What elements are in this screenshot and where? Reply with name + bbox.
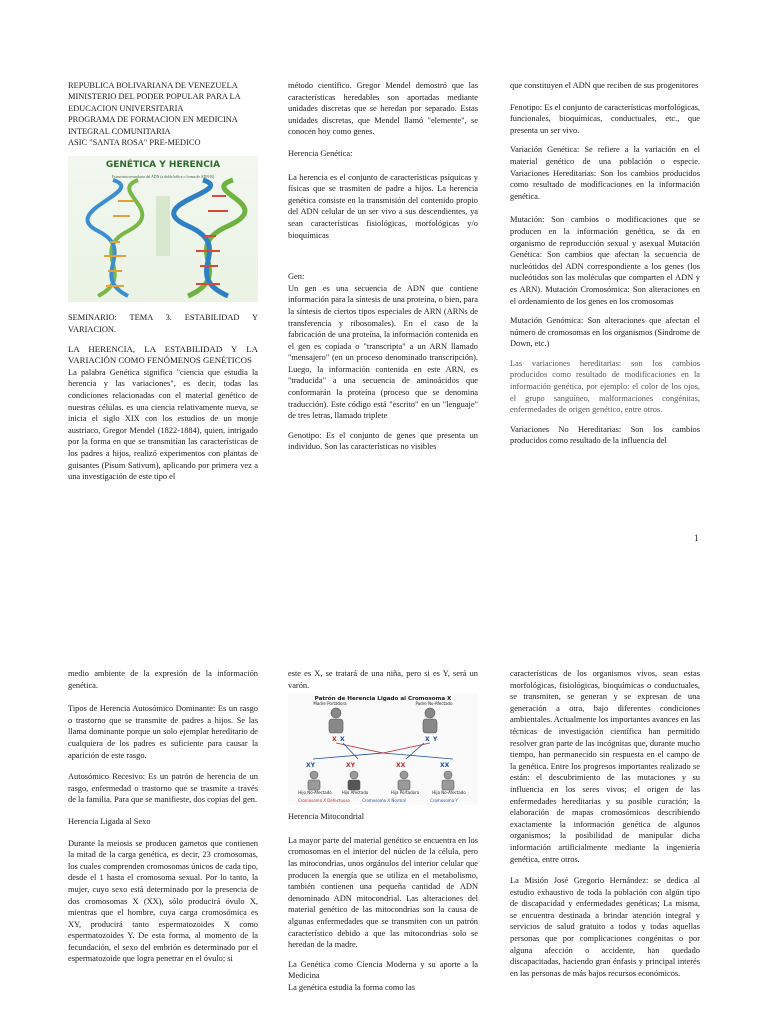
seminar-title: SEMINARIO: TEMA 3. ESTABILIDAD Y VARIACION. <box>68 313 258 335</box>
paragraph: La palabra Genética significa "ciencia que estudia la herencia y las variaciones", es decir, todas las condiciones relacionadas con el material genético de nuestras células. es una ciencia relativamente nueva, se inicia el siglo XIX con los estudios de un monje austriaco, Gregor Mendel (1822-1884), quien, intrigado por la forma en que se transmitían las características de los padres a hijos, realizó experimentos con plantas de guisantes (Pisum Sativum), aplicando por primera vez a una investigación de este tipo el <box>68 367 258 482</box>
page1-column-3 <box>510 80 700 455</box>
svg-text:X: X <box>425 736 430 744</box>
section-heading: Herencia Mitocondrial <box>288 812 365 822</box>
legend-normal-x: Cromosoma X Normal <box>362 798 406 804</box>
paragraph: Variaciones No Hereditarias: Son los cambios producidos como resultado de la influencia del <box>510 424 700 446</box>
svg-text:X: X <box>340 736 345 744</box>
svg-text:XY: XY <box>346 762 355 770</box>
label-father: Padre No-Afectado <box>415 701 453 707</box>
section-heading: Herencia Genética: <box>288 148 353 158</box>
section-heading: Herencia Ligada al Sexo <box>68 816 151 826</box>
paragraph: Tipos de Herencia Autosómico Dominante: Es un rasgo o trastorno que se transmite de padres a hijos. Se las llama dominante porque un solo ejemplar hereditario de cualquiera de los padres es suficiente para causar la aparición de este rasgo. <box>68 704 258 760</box>
header-line: REPUBLICA BOLIVARIANA DE VENEZUELA <box>68 81 238 90</box>
paragraph: Durante la meiosis se producen gametos que contienen la mitad de la carga genética, es decir, 23 cromosomas, los cuales comprenden cromosomas únicos de cada tipo, desde el 1 hasta el cromosoma sexual. Por lo tanto, la mujer, cuyo sexo está determinado por la presencia de dos cromosomas X (XX), sólo producirá óvulo X, mientras que el hombre, cuya carga cromosómica es XY, producirá tanto espermatozoides X como espermatozoides Y. De esta forma, al momento de la fecundación, el sexo del embrión es determinado por el espermatozoide que logra penetrar en el óvulo; si <box>68 838 258 964</box>
x-linked-inheritance-diagram <box>288 693 478 805</box>
paragraph: medio ambiente de la expresión de la información genética. <box>68 669 258 690</box>
institution-header <box>68 80 258 148</box>
paragraph: Mutación: Son cambios o modificaciones que se producen en la información genética, se da en organismo de reproducción sexual y asexual Mutación Genética: Son cambios que afectan la secuencia de nucleótidos del ADN correspondiente a los genes (los nucleótidos son las moléculas que comparten el ADN y es ARN). Mutación Cromosómica: Son alteraciones en el ordenamiento de los genes en los cromosomas <box>510 215 700 306</box>
svg-text:X: X <box>332 736 337 744</box>
legend-y: Cromosoma Y <box>430 798 458 804</box>
header-line: MINISTERIO DEL PODER POPULAR PARA LA <box>68 92 241 102</box>
paragraph: características de los organismos vivos, sean estas morfológicas, fisiológicas, bioquímicas o conductuales, se transmiten, se generan y se expresan de una generación a otra, bajo diferentes condiciones ambientales. Actualmente los importantes avances en las técnicas de investigación científica han permitido resolver gran parte de las incógnitas que, durante mucho tiempo, han permanecido sin respuesta en el campo de la genética. Entre los progresos importantes realizado se están: el descubrimiento de las mutaciones y su influencia en los seres vivos; el origen de las enfermedades hereditarias y su posible curación; la elaboración de mapas cromosómicos describiendo exactamente la información genética de algunos organismos; la posibilidad de manipular dicha información artificialmente mediante la ingeniería genética, entre otros. <box>510 669 701 864</box>
paragraph: La genética estudia la forma como las <box>288 982 415 992</box>
page1-column-1 <box>68 80 258 491</box>
page1-column-2 <box>288 80 478 461</box>
figure-subtitle: Estructura secundaria del ADN (a doble hélice o forma de ADN-B) <box>111 175 215 180</box>
page2-column-3 <box>510 668 700 987</box>
label-mother: Madre Portadora <box>313 701 347 707</box>
paragraph: Autosómico Recesivo: Es un patrón de herencia de un rasgo, enfermedad o trastorno que se trasmite a través de la familia. Para que se manifieste, dos copias del gen. <box>68 772 258 805</box>
section-heading: Gen: <box>288 272 305 282</box>
svg-text:XY: XY <box>306 762 315 770</box>
figure-title: GENÉTICA Y HERENCIA <box>105 160 221 171</box>
pedigree-graphic <box>288 693 478 805</box>
diagram-title: Patrón de Herencia Ligado al Cromosoma X <box>314 696 452 703</box>
paragraph: Un gen es una secuencia de ADN que contiene información para la síntesis de una proteína, o bien, para la síntesis de ciertos tipos especiales de ARN (ARNs de transferencia y ribosomales). En el caso de la fabricación de una proteína, la información contenida en el gen es copiada o "transcripta" a un ARN llamado "mensajero" (en un proceso denominado transcripción). Luego, la información contenida en este ARN, es "traducida" a una secuencia de aminoácidos que conformarán la proteína (proceso que se denomina traducción). Este código está "escrito" en un "lenguaje" de tres letras, llamado triplete <box>288 283 478 421</box>
paragraph: Variación Genética: Se refiere a la variación en el material genético de una población o especie. Variaciones Hereditarias: Son los cambios producidos como resultado de modificaciones en la información genética. <box>510 145 700 201</box>
label-son-affected: Hijo Afectado <box>341 790 369 796</box>
label-son-unaffected: Hijo No-Afectado <box>298 790 332 796</box>
dna-helix-graphic <box>68 156 258 302</box>
header-line: INTEGRAL COMUNITARIA <box>68 126 171 136</box>
paragraph: Mutación Genómica: Son alteraciones que afectan el número de cromosomas en los organismos (Síndrome de Down, etc.) <box>510 316 700 349</box>
page-number: 1 <box>694 533 699 543</box>
section-heading: La Genética como Ciencia Moderna y su aporte a la Medicina <box>288 959 478 981</box>
paragraph: que constituyen el ADN que reciben de sus progenitores <box>510 81 699 90</box>
paragraph: método científico. Gregor Mendel demostró que las características heredables son aportadas mediante unidades discretas que se heredan por separado. Estas unidades discretas, que Mendel llamó "elemente", se conocen hoy como genes. <box>288 81 478 137</box>
section-heading: LA HERENCIA, LA ESTABILIDAD Y LA VARIACIÓN COMO FENÓMENOS GENÉTICOS <box>68 343 258 366</box>
label-daughter-unaffected: Hija No-Afectado <box>432 790 466 796</box>
paragraph: La mayor parte del material genético se encuentra en los cromosomas en el interior del núcleo de la célula, pero las mitocondrias, unos orgánulos del interior celular que producen la energía que se utiliza en el metabolismo, también contienen una pequeña cantidad de ADN denominado ADN mitocondrial. Las alteraciones del material genético de las mitocondrias son la causa de algunas enfermedades que se transmiten con un patrón característico debido a que las mitocondrias solo se heredan de la madre. <box>288 835 478 950</box>
svg-text:Y: Y <box>433 736 438 744</box>
header-line: ASIC "SANTA ROSA" PRE-MEDICO <box>68 138 201 148</box>
label-daughter-carrier: Hija Portadora <box>390 790 420 796</box>
header-line: EDUCACION UNIVERSITARIA <box>68 103 184 113</box>
page2-column-1 <box>68 668 258 973</box>
paragraph: La Misión José Gregorio Hernández: se dedica al estudio exhaustivo de toda la población con algún tipo de discapacidad y enfermedades genéticas; La misma, se encuentra destinada a brindar atención integral y servicios de salud gratuito a todos y todas aquellas personas que por complicaciones congénitas o por alguna afección o accidente, han quedado discapacitadas, haciendo gran énfasis y principal interés en las personas de más bajos recursos económicos. <box>510 876 700 978</box>
paragraph: La herencia es el conjunto de características psíquicas y físicas que se trasmiten de padre a hijos. La herencia genética consiste en la transmisión del contenido propio del ADN celular de un ser vivo a sus descendientes, ya sean características fisiológicas, morfológicas y/o bioquímicas <box>288 172 478 240</box>
svg-text:XX: XX <box>440 762 450 770</box>
paragraph: este es X, se tratará de una niña, pero si es Y, será un varón. <box>288 669 478 690</box>
dna-illustration <box>68 156 258 302</box>
header-line: PROGRAMA DE FORMACION EN MEDICINA <box>68 115 238 125</box>
paragraph: Fenotipo: Es el conjunto de características morfológicas, funcionales, bioquímicas, conductuales, etc., que presenta un ser vivo. <box>510 102 701 135</box>
page2-column-2 <box>288 668 478 994</box>
paragraph: Las variaciones hereditarias: son los cambios producidos como resultado de modificaciones en la información genética, por ejemplo: el color de los ojos, el grupo sanguíneo, malformaciones congénitas, enfermedades de origen genético, entre otros. <box>510 358 700 415</box>
paragraph: Genotipo: Es el conjunto de genes que presenta un individuo. Son las características no visibles <box>288 430 478 452</box>
legend-defective-x: Cromosoma X Defectuoso <box>298 798 350 804</box>
svg-text:XX: XX <box>396 762 406 770</box>
